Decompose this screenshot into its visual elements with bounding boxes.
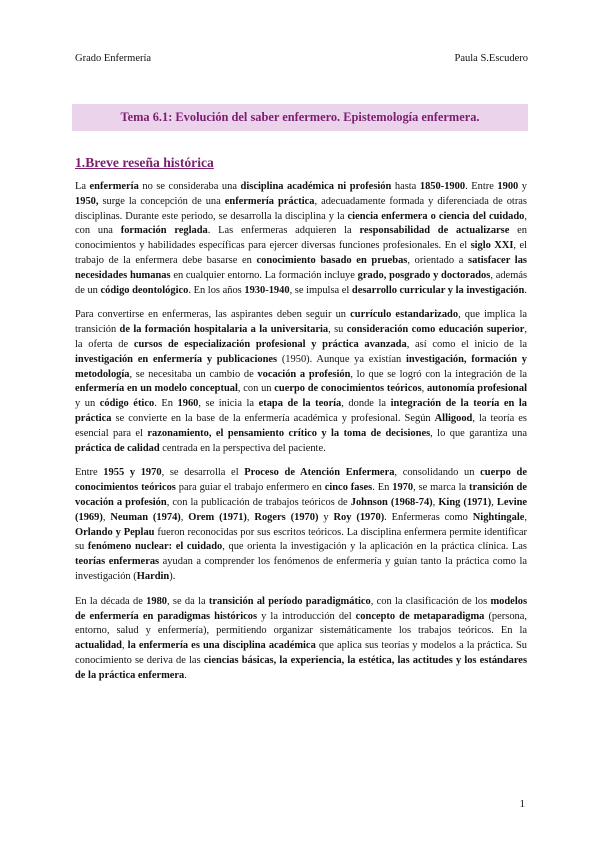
bold-term: Neuman (1974) — [110, 511, 181, 523]
bold-term: de la formación hospitalaria a la universitaria — [119, 324, 329, 336]
bold-term: vocación a profesión — [257, 368, 351, 380]
bold-term: fenómeno nuclear: el cuidado — [87, 541, 223, 553]
bold-term: Proceso de Atención Enfermera — [244, 467, 395, 479]
bold-term: cursos de especialización profesional y práctica avanzada — [133, 338, 407, 350]
bold-term: Johnson (1968-74) — [350, 496, 433, 508]
bold-term: desarrollo curricular y la investigación — [351, 284, 525, 296]
bold-term: Levine (1969) — [75, 496, 528, 523]
bold-term: ciencias básicas, la experiencia, la estética, las actitudes y los estándares de la práctica enfermera — [75, 654, 528, 681]
bold-term: satisfacer las necesidades humanas — [75, 254, 527, 281]
bold-term: Orem (1971) — [188, 511, 247, 523]
bold-term: King (1971) — [438, 496, 492, 508]
bold-term: 1950, — [75, 195, 99, 207]
bold-term: teorías enfermeras — [75, 556, 160, 568]
bold-term: formación reglada — [120, 225, 208, 237]
bold-term: 1955 y 1970 — [103, 467, 162, 479]
paragraph-4: En la década de 1980, se da la transición al período paradigmático, con la clasificación de los modelos de enfermería en paradigmas históricos y la introducción del concepto de metaparadigma (persona, entorno, salud y enfermería), permitiendo organizar sistemáticamente los trabajos teóricos. En la actualidad, la enfermería es una disciplina académica que aplica sus teorías y modelos a la práctica. Su conocimiento se deriva de las ciencias básicas, la experiencia, la estética, las actitudes y los estándares de la práctica enfermera. — [75, 595, 528, 681]
body-text — [75, 180, 527, 694]
bold-term: currículo estandarizado — [350, 309, 459, 321]
header-right: Paula S.Escudero — [454, 53, 528, 64]
bold-term: Nightingale — [472, 511, 525, 523]
bold-term: 1850-1900 — [419, 181, 466, 192]
bold-term: Roy (1970) — [333, 511, 385, 523]
paragraph-2: Para convertirse en enfermeras, las aspirantes deben seguir un currículo estandarizado, que implica la transición de la formación hospitalaria a la universitaria, su consideración como educación superior, la oferta de cursos de especialización profesional y práctica avanzada, así como el inicio de la investigación en enfermería y publicaciones (1950). Aunque ya existían investigación, formación y metodología, se necesitaba un cambio de vocación a profesión, lo que se logró con la integración de la enfermería en un modelo conceptual, con un cuerpo de conocimientos teóricos, autonomía profesional y un código ético. En 1960, se inicia la etapa de la teoría, donde la integración de la teoría en la práctica se convierte en la base de la enfermería académica y profesional. Según Alligood, la teoría es esencial para el razonamiento, el pensamiento crítico y la toma de decisiones, lo que garantiza una práctica de calidad centrada en la perspectiva del paciente. — [75, 309, 527, 454]
bold-term: enfermería — [89, 181, 139, 192]
bold-term: transición al período paradigmático — [208, 595, 371, 607]
bold-term: etapa de la teoría — [258, 398, 342, 410]
bold-term: conocimiento basado en pruebas — [256, 254, 408, 266]
bold-term: Hardin — [136, 570, 170, 582]
bold-term: integración de la teoría en la práctica — [75, 398, 527, 424]
bold-term: disciplina académica ni profesión — [240, 181, 392, 192]
title-banner — [72, 104, 528, 131]
page-title: Tema 6.1: Evolución del saber enfermero. Epistemología enfermera. — [120, 110, 480, 124]
bold-term: responsabilidad de actualizarse — [359, 225, 510, 237]
bold-term: actualidad — [75, 640, 122, 652]
bold-term: práctica de calidad — [75, 442, 160, 454]
bold-term: código deontológico — [100, 284, 189, 296]
bold-term: razonamiento, el pensamiento crítico y la toma de decisiones — [147, 427, 431, 439]
bold-term: código ético — [99, 398, 155, 410]
bold-term: 1980 — [146, 595, 168, 607]
bold-term: 1960 — [177, 398, 199, 410]
bold-term: concepto de metaparadigma — [355, 610, 485, 622]
bold-term: enfermería práctica — [224, 195, 315, 207]
bold-term: cuerpo de conocimientos teóricos — [75, 467, 527, 494]
bold-term: investigación, formación y metodología — [75, 353, 527, 380]
paragraph-3: Entre 1955 y 1970, se desarrolla el Proceso de Atención Enfermera, consolidando un cuerpo de conocimientos teóricos para guiar el trabajo enfermero en cinco fases. En 1970, se marca la transición de vocación a profesión, con la publicación de trabajos teóricos de Johnson (1968-74), King (1971), Levine (1969), Neuman (1974), Orem (1971), Rogers (1970) y Roy (1970). Enfermeras como Nightingale, Orlando y Peplau fueron reconocidas por sus escritos teóricos. La disciplina enfermera permite identificar su fenómeno nuclear: el cuidado, que orienta la investigación y la aplicación en la práctica clínica. Las teorías enfermeras ayudan a comprender los fenómenos de enfermería y guían tanto la práctica como la investigación (Hardin). — [75, 467, 528, 582]
bold-term: transición de vocación a profesión — [75, 482, 527, 508]
bold-term: cinco fases — [324, 482, 373, 494]
bold-term: 1930-1940 — [244, 284, 290, 296]
bold-term: Alligood — [434, 412, 473, 424]
bold-term: grado, posgrado y doctorados — [357, 269, 491, 281]
paragraph-1: La enfermería no se consideraba una disciplina académica ni profesión hasta 1850-1900. Entre 1900 y 1950, surge la concepción de una enfermería práctica, adecuadamente formada y diferenciada de otras disciplinas. Durante este periodo, se desarrolla la disciplina y la ciencia enfermera o ciencia del cuidado, con una formación reglada. Las enfermeras adquieren la responsabilidad de actualizarse en conocimientos y habilidades específicas para ejercer diversas funciones profesionales. En el siglo XXI, el trabajo de la enfermera debe basarse en conocimiento basado en pruebas, orientado a satisfacer las necesidades humanas en cualquier entorno. La formación incluye grado, posgrado y doctorados, además de un código deontológico. En los años 1930-1940, se impulsa el desarrollo curricular y la investigación. — [75, 181, 528, 296]
bold-term: autonomía profesional — [426, 383, 527, 395]
bold-term: la enfermería es una disciplina académica — [127, 640, 316, 652]
bold-term: consideración como educación superior — [346, 324, 525, 336]
bold-term: Orlando y Peplau — [75, 526, 155, 538]
bold-term: 1970 — [392, 482, 414, 494]
bold-term: 1900 — [497, 181, 519, 192]
section-heading: 1.Breve reseña histórica — [75, 155, 214, 170]
bold-term: modelos de enfermería en paradigmas históricos — [75, 595, 527, 622]
header-left: Grado Enfermería — [75, 53, 152, 64]
bold-term: cuerpo de conocimientos teóricos — [274, 383, 422, 395]
bold-term: siglo XXI — [470, 240, 514, 252]
bold-term: enfermería en un modelo conceptual — [75, 383, 238, 395]
bold-term: ciencia enfermera o ciencia del cuidado — [347, 210, 525, 222]
bold-term: Rogers (1970) — [254, 511, 319, 523]
page-number: 1 — [519, 798, 525, 810]
bold-term: investigación en enfermería y publicaciones — [75, 353, 278, 365]
